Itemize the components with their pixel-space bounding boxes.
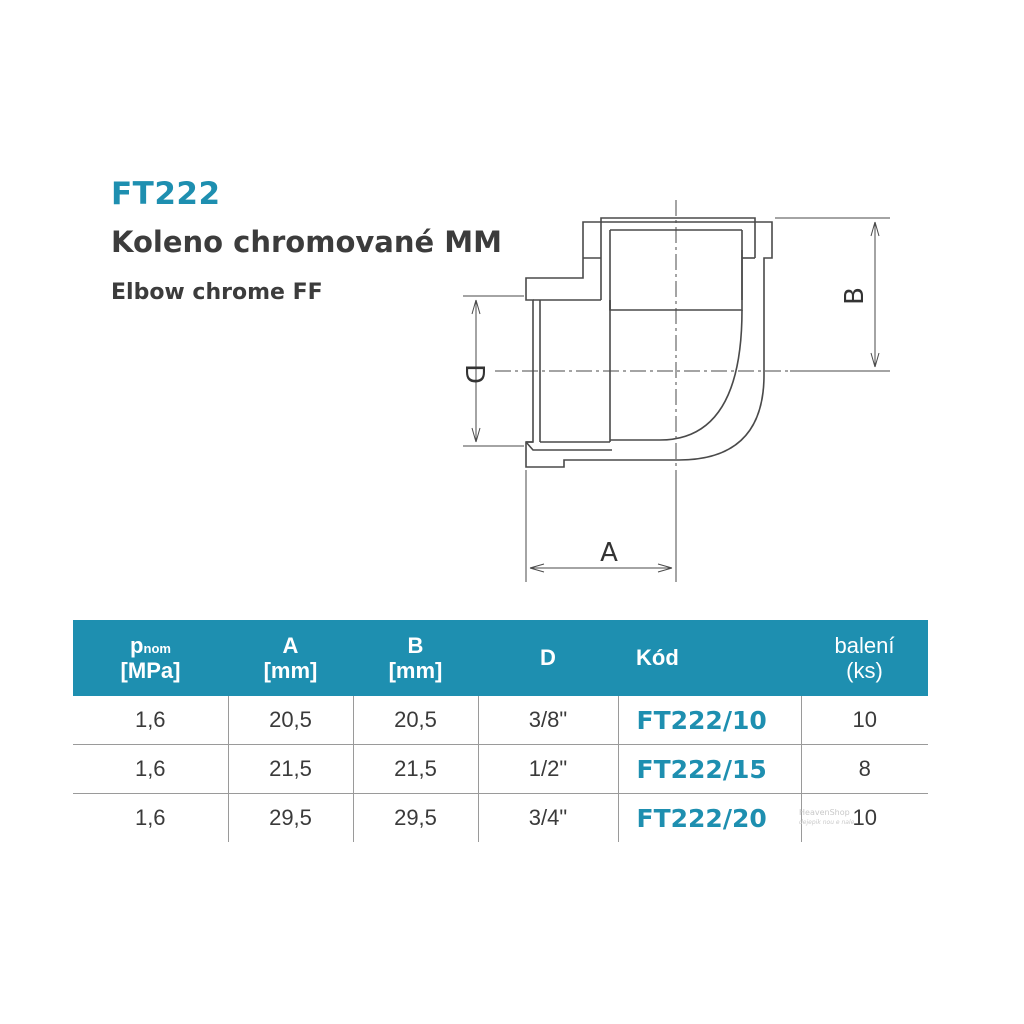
- cell-package: 10: [801, 794, 928, 843]
- cell-code: FT222/10: [618, 696, 801, 745]
- header-pressure: [73, 620, 228, 696]
- table-row: [73, 745, 928, 794]
- header-a-label: A: [282, 632, 299, 658]
- header-b: [353, 620, 478, 696]
- header-package-unit: (ks): [846, 658, 883, 683]
- elbow-outline: [526, 218, 772, 467]
- header-d: D: [478, 620, 618, 696]
- header-package-label: balení: [834, 632, 895, 658]
- header-b-unit: [mm]: [388, 658, 443, 683]
- dimension-label-a: A: [600, 538, 618, 568]
- header-package: [801, 620, 928, 696]
- watermark-tagline: dejepik nou e nale: [799, 819, 855, 826]
- product-name-czech: Koleno chromované MM: [111, 225, 502, 259]
- table-row: [73, 696, 928, 745]
- cell-b: 29,5: [353, 794, 478, 843]
- dimension-label-d: D: [459, 363, 489, 385]
- cell-package: 8: [801, 745, 928, 794]
- header-code: Kód: [618, 620, 801, 696]
- cell-b: 21,5: [353, 745, 478, 794]
- header-pressure-subscript: nom: [143, 640, 171, 656]
- header-a-unit: [mm]: [263, 658, 318, 683]
- cell-d: 3/4": [478, 794, 618, 843]
- watermark-brand: HeavenShop: [799, 808, 850, 817]
- cell-pressure: 1,6: [73, 696, 228, 745]
- cell-package: 10: [801, 696, 928, 745]
- cell-a: 21,5: [228, 745, 353, 794]
- header-pressure-unit: [MPa]: [120, 658, 181, 683]
- product-code-title: FT222: [111, 176, 221, 212]
- header-pressure-symbol: p: [130, 632, 144, 658]
- cell-pressure: 1,6: [73, 745, 228, 794]
- table-header: [73, 620, 928, 696]
- shop-watermark: [799, 808, 854, 828]
- cell-d: 3/8": [478, 696, 618, 745]
- cell-pressure: 1,6: [134, 805, 166, 830]
- cell-a: 29,5: [228, 794, 353, 843]
- cell-code: FT222/15: [618, 745, 801, 794]
- cell-b: 20,5: [353, 696, 478, 745]
- cell-code: FT222/20: [618, 794, 801, 843]
- dimension-label-b: B: [840, 287, 870, 305]
- cell-d: 1/2": [478, 745, 618, 794]
- cell-a: 20,5: [228, 696, 353, 745]
- header-b-label: B: [407, 632, 424, 658]
- header-a: [228, 620, 353, 696]
- product-name-english: Elbow chrome FF: [111, 280, 323, 305]
